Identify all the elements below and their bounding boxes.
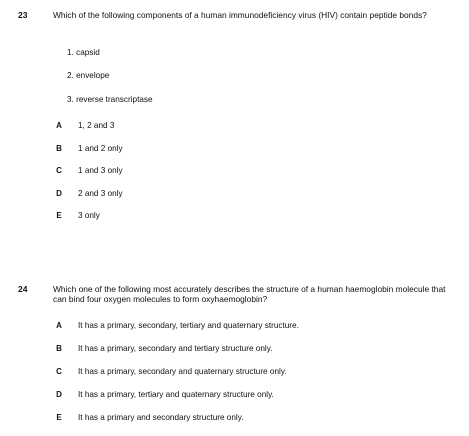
option-e-text: It has a primary and secondary structure only. <box>78 413 244 422</box>
statement-1: 1. capsid <box>67 48 100 57</box>
option-a-text: It has a primary, secondary, tertiary and quaternary structure. <box>78 321 299 330</box>
statement-2: 2. envelope <box>67 71 110 80</box>
option-e-text: 3 only <box>78 211 100 220</box>
option-a-text: 1, 2 and 3 <box>78 121 115 130</box>
option-c-text: It has a primary, secondary and quaternary structure only. <box>78 367 287 376</box>
option-a-letter: A <box>56 121 62 130</box>
option-c-letter: C <box>56 367 62 376</box>
option-c-letter: C <box>56 166 62 175</box>
option-b-text: 1 and 2 only <box>78 144 123 153</box>
option-d-letter: D <box>56 390 62 399</box>
option-d-letter: D <box>56 189 62 198</box>
option-d-text: It has a primary, tertiary and quaternary structure only. <box>78 390 274 399</box>
question-stem: Which one of the following most accurately describes the structure of a human haemoglobin molecule that can bind four oxygen molecules to form oxyhaemoglobin? <box>53 284 446 304</box>
question-number: 23 <box>18 10 28 20</box>
question-stem: Which of the following components of a human immunodeficiency virus (HIV) contain peptide bonds? <box>53 10 427 20</box>
statement-3: 3. reverse transcriptase <box>67 95 153 104</box>
option-b-letter: B <box>56 344 62 353</box>
option-a-letter: A <box>56 321 62 330</box>
option-e-letter: E <box>56 211 62 220</box>
option-b-letter: B <box>56 144 62 153</box>
question-number: 24 <box>18 284 28 294</box>
option-c-text: 1 and 3 only <box>78 166 123 175</box>
option-b-text: It has a primary, secondary and tertiary structure only. <box>78 344 273 353</box>
option-e-letter: E <box>56 413 62 422</box>
option-d-text: 2 and 3 only <box>78 189 123 198</box>
